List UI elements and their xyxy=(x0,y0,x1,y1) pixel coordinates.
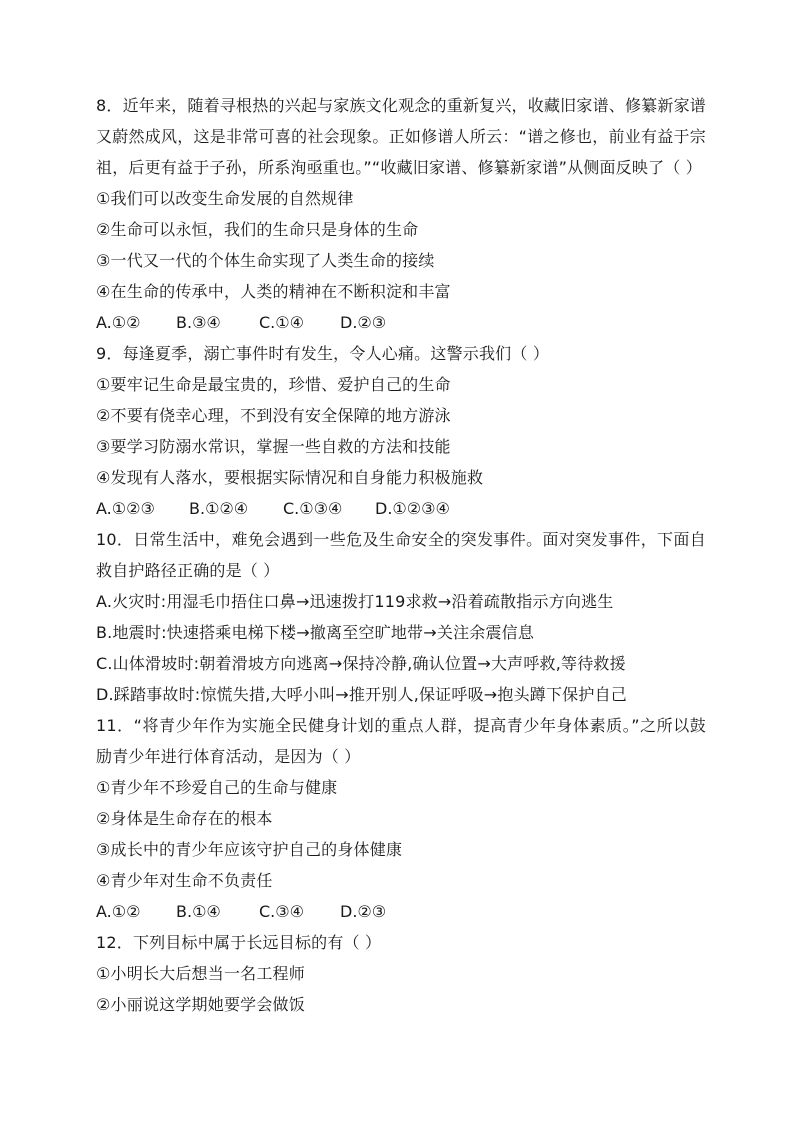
question-12-stem-line-1: 12．下列目标中属于长远目标的有（ ） xyxy=(96,933,382,952)
question-11-option-3: ③成长中的青少年应该守护自己的身体健康 xyxy=(96,840,403,859)
answer-choice-a: A.①② xyxy=(96,313,141,332)
question-8-stem-line-1: 8．近年来，随着寻根热的兴起与家族文化观念的重新复兴，收藏旧家谱、修纂新家谱 xyxy=(96,96,706,115)
question-12-option-2: ②小丽说这学期她要学会做饭 xyxy=(96,995,305,1014)
question-9-option-4: ④发现有人落水，要根据实际情况和自身能力积极施救 xyxy=(96,468,484,487)
question-9-option-2: ②不要有侥幸心理，不到没有安全保障的地方游泳 xyxy=(96,406,451,425)
answer-choice-a: A.①② xyxy=(96,902,141,921)
question-11-stem-line-2: 励青少年进行体育活动，是因为（ ） xyxy=(96,747,361,766)
answer-choice-b: B.③④ xyxy=(176,313,221,332)
question-11-option-4: ④青少年对生命不负责任 xyxy=(96,871,273,890)
answer-choice-b: B.①④ xyxy=(176,902,221,921)
question-9-answer-choices xyxy=(96,499,706,519)
question-10-stem-line-1: 10．日常生活中，难免会遇到一些危及生命安全的突发事件。面对突发事件，下面自 xyxy=(96,530,706,549)
question-10-stem-line-2: 救自护路径正确的是（ ） xyxy=(96,561,280,580)
question-11-option-1: ①青少年不珍爱自己的生命与健康 xyxy=(96,778,338,797)
question-9-option-3: ③要学习防溺水常识，掌握一些自救的方法和技能 xyxy=(96,437,451,456)
question-10-option-c: C.山体滑坡时:朝着滑坡方向逃离→保持冷静,确认位置→大声呼救,等待救援 xyxy=(96,654,626,673)
answer-choice-a: A.①②③ xyxy=(96,499,155,518)
question-11-stem-line-1: 11．“将青少年作为实施全民健身计划的重点人群，提高青少年身体素质。”之所以鼓 xyxy=(96,716,706,735)
question-11-answer-choices xyxy=(96,902,706,922)
answer-choice-d: D.②③ xyxy=(340,902,387,921)
answer-choice-c: C.①③④ xyxy=(283,499,343,518)
question-8-answer-choices xyxy=(96,313,706,333)
question-10-option-b: B.地震时:快速搭乘电梯下楼→撤离至空旷地带→关注余震信息 xyxy=(96,623,535,642)
answer-choice-d: D.①②③④ xyxy=(375,499,450,518)
answer-choice-b: B.①②④ xyxy=(189,499,249,518)
question-8-option-1: ①我们可以改变生命发展的自然规律 xyxy=(96,189,354,208)
question-9-option-1: ①要牢记生命是最宝贵的，珍惜、爱护自己的生命 xyxy=(96,375,451,394)
question-8-option-3: ③一代又一代的个体生命实现了人类生命的接续 xyxy=(96,251,435,270)
question-10-option-d: D.踩踏事故时:惊慌失措,大呼小叫→推开别人,保证呼吸→抱头蹲下保护自己 xyxy=(96,685,627,704)
question-8-stem-line-2: 又蔚然成风，这是非常可喜的社会现象。正如修谱人所云：“谱之修也，前业有益于宗 xyxy=(96,127,706,146)
answer-choice-c: C.①④ xyxy=(259,313,304,332)
question-11-option-2: ②身体是生命存在的根本 xyxy=(96,809,273,828)
question-10-option-a: A.火灾时:用湿毛巾捂住口鼻→迅速拨打119求救→沿着疏散指示方向逃生 xyxy=(96,592,614,611)
answer-choice-c: C.③④ xyxy=(259,902,304,921)
question-8-stem-line-3: 祖，后更有益于子孙，所系洵亟重也。”“收藏旧家谱、修纂新家谱”从侧面反映了（ ） xyxy=(96,158,702,177)
question-9-stem-line-1: 9．每逢夏季，溺亡事件时有发生，令人心痛。这警示我们（ ） xyxy=(96,344,550,363)
question-8-option-2: ②生命可以永恒，我们的生命只是身体的生命 xyxy=(96,220,419,239)
answer-choice-d: D.②③ xyxy=(340,313,387,332)
question-12-option-1: ①小明长大后想当一名工程师 xyxy=(96,964,305,983)
question-8-option-4: ④在生命的传承中，人类的精神在不断积淀和丰富 xyxy=(96,282,451,301)
